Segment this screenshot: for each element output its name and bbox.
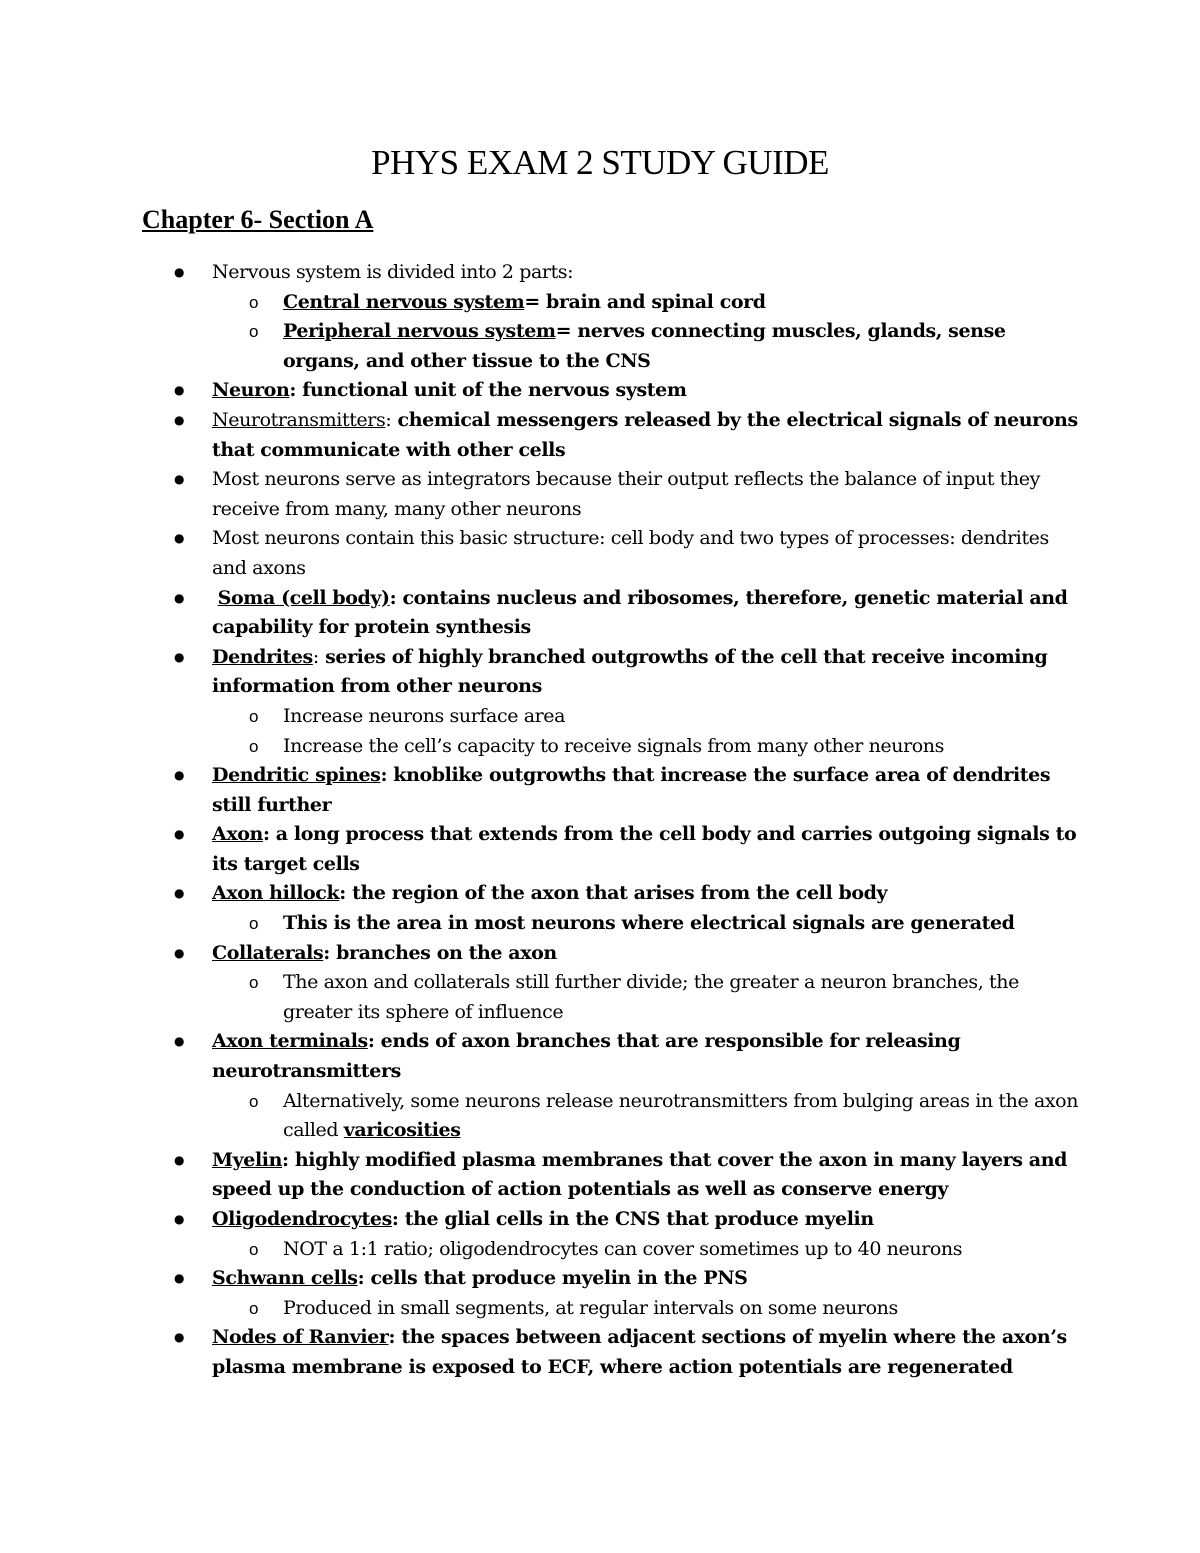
subitem-ratio [212, 1235, 1082, 1265]
list-item-integrators [142, 465, 1082, 524]
definition: cells that produce myelin in the PNS [364, 1267, 748, 1290]
list-item-oligodendrocytes [142, 1205, 1082, 1264]
list-item-neurotransmitters [142, 406, 1082, 465]
item-text: Produced in small segments, at regular intervals on some neurons [283, 1296, 898, 1319]
definition: branches on the axon [329, 941, 557, 964]
separator: = [555, 320, 572, 343]
item-text: Increase the cell’s capacity to receive signals from many other neurons [283, 734, 944, 757]
list-item-basic-structure [142, 524, 1082, 583]
definition: functional unit of the nervous system [296, 379, 687, 402]
section-heading: Chapter 6- Section A [142, 205, 374, 234]
term: Dendrites [212, 645, 313, 668]
definition: highly modified plasma membranes that cover the axon in many layers and speed up the conduction of action potentials as well as conserve energy [212, 1148, 1068, 1201]
separator: : [380, 764, 388, 787]
definition: contains nucleus and ribosomes, therefore, genetic material and capability for protein synthesis [212, 586, 1068, 639]
subitem-segments [212, 1294, 1082, 1324]
subitem-varicosities [212, 1087, 1082, 1146]
list-item-collaterals [142, 939, 1082, 1028]
list-item-nervous-system [142, 258, 1082, 376]
separator: = [524, 290, 540, 313]
definition: the spaces between adjacent sections of myelin where the axon’s plasma membrane is exposed to ECF, where action potentials are regenerated [212, 1326, 1067, 1378]
subitem-cns [212, 288, 1082, 318]
definition: the region of the axon that arises from the cell body [345, 882, 888, 905]
separator: : [289, 379, 296, 402]
term: Central nervous system [283, 290, 525, 313]
list-item-dendritic-spines [142, 761, 1082, 820]
term: Neurotransmitters [212, 408, 386, 431]
separator: : [389, 586, 397, 609]
term: Axon [212, 823, 263, 846]
separator: : [339, 882, 346, 905]
definition: knoblike outgrowths that increase the surface area of dendrites still further [212, 764, 1051, 816]
term: Nodes of Ranvier [212, 1326, 389, 1349]
separator: : [323, 941, 330, 964]
list-item-axon-terminals [142, 1027, 1082, 1145]
item-text: NOT a 1:1 ratio; oligodendrocytes can cover sometimes up to 40 neurons [283, 1237, 963, 1260]
definition: nerves connecting muscles, glands, sense organs, and other tissue to the CNS [283, 320, 1006, 372]
sublist [212, 1294, 1082, 1324]
definition: series of highly branched outgrowths of the cell that receive incoming information from other neurons [212, 645, 1048, 698]
term: Myelin [212, 1148, 283, 1171]
list-item-neuron [142, 376, 1082, 406]
term: Axon terminals [212, 1030, 368, 1053]
subitem-pns [212, 317, 1082, 376]
separator: : [312, 645, 319, 668]
item-text: Most neurons contain this basic structure: cell body and two types of processes: dendrites and axons [212, 527, 1049, 579]
term: Oligodendrocytes [212, 1208, 392, 1230]
separator: : [385, 408, 392, 431]
separator: : [262, 823, 270, 846]
item-text: Increase neurons surface area [283, 704, 566, 727]
list-item-myelin [142, 1146, 1082, 1205]
item-text: This is the area in most neurons where electrical signals are generated [283, 912, 1015, 935]
term: Axon hillock [212, 882, 340, 905]
subitem-sphere [212, 968, 1082, 1027]
term: Collaterals [212, 941, 324, 964]
subitem-capacity [212, 732, 1082, 762]
sublist [212, 702, 1082, 761]
study-outline [142, 258, 1082, 1383]
definition: ends of axon branches that are responsible for releasing neurotransmitters [212, 1030, 961, 1083]
separator: : [388, 1326, 396, 1349]
item-text: The axon and collaterals still further divide; the greater a neuron branches, the greater its sphere of influence [283, 971, 1019, 1023]
separator: : [391, 1208, 399, 1230]
separator: : [357, 1267, 365, 1290]
sublist [212, 288, 1082, 377]
item-text: Most neurons serve as integrators because their output reflects the balance of input they receive from many, many other neurons [212, 468, 1040, 520]
definition: chemical messengers released by the electrical signals of neurons that communicate with other cells [212, 408, 1078, 461]
subitem-signal-area [212, 909, 1082, 939]
list-item-axon-hillock [142, 879, 1082, 938]
list-item-nodes-of-ranvier [142, 1323, 1082, 1382]
item-text: Nervous system is divided into 2 parts: [212, 261, 574, 283]
term: varicosities [343, 1119, 461, 1142]
term: Neuron [212, 379, 290, 402]
list-item-schwann-cells [142, 1264, 1082, 1323]
sublist [212, 1087, 1082, 1146]
sublist [212, 1235, 1082, 1265]
list-item-axon [142, 820, 1082, 879]
definition: the glial cells in the CNS that produce myelin [398, 1208, 874, 1230]
subitem-surface-area [212, 702, 1082, 732]
sublist [212, 968, 1082, 1027]
list-item-dendrites [142, 643, 1082, 761]
separator: : [282, 1148, 289, 1171]
term: Soma (cell body) [217, 586, 390, 609]
term: Dendritic spines [212, 764, 381, 787]
definition: a long process that extends from the cell body and carries outgoing signals to its target cells [212, 823, 1077, 875]
definition: brain and spinal cord [539, 290, 766, 313]
separator: : [367, 1030, 375, 1053]
document-title: PHYS EXAM 2 STUDY GUIDE [371, 143, 829, 182]
sublist [212, 909, 1082, 939]
term: Schwann cells [212, 1267, 358, 1290]
list-item-soma [142, 584, 1082, 643]
term: Peripheral nervous system [283, 320, 556, 343]
item-text: Alternatively, some neurons release neurotransmitters from bulging areas in the axon called [283, 1089, 1079, 1142]
